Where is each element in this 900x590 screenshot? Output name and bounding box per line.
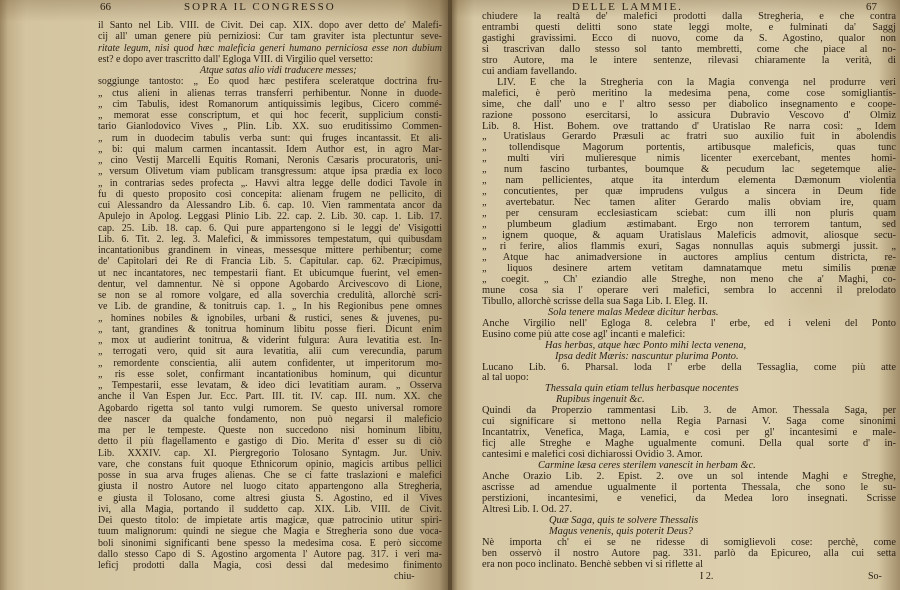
text-line: „ plumbeum gladium æstimabant. Ergo non terrorem tantum, sed: [482, 220, 896, 231]
text-line: malefici, è però meritino la medesima pena, come cose somigliantis-: [482, 88, 896, 99]
text-line: il Santo nel Lib. VIII. de Civit. Dei cap. XIX. dopo aver detto de' Malefi-: [98, 20, 442, 31]
text-line: Lib. 8. Hist. Bohem. ove trattando d' Uratislao Re narra così: „ Idem: [482, 121, 896, 132]
text-line: detto il più flagellamento e gastigo di Dio. Merita d' esser su di ciò: [98, 436, 442, 448]
text-line: ascrisse ad amendue ugualmente il portenta Thessala, che sono le su-: [482, 482, 896, 493]
text-line: perstizioni, incantesimi, e venefici, da Medea loro insegnati. Scrisse: [482, 493, 896, 504]
text-line: „ concutientes, per quæ imprudens vulgus a sincera in Deum fide: [482, 187, 896, 198]
text-line: „ terrogati vero, quid sit aura levatitia, alii cum verecundia, parum: [98, 346, 442, 358]
text-line: „ ri ferire, alios flammis exuri, Sagas nonnullas aquis submergi jussit. „: [482, 242, 896, 253]
text-line: cui Alessandro da Alessandro Lib. 6. cap. 10. Vien rammentata ancor da: [98, 200, 442, 211]
text-line: „ nam pellicientes, atque ita interdum elementa Dæmonum violentia: [482, 176, 896, 187]
text-line: Agobardo rigetta sol tanto vulgi rumorem. Se questo universal romore: [98, 402, 442, 414]
text-line: Dei questo titolo: de impietate artis magicæ, quæ patrocinio utitur spiri-: [98, 515, 442, 526]
text-line: Lib. 6. Tit. 2. leg. 3. Malefici, & immissores tempestatum, qui quibusdam: [98, 233, 442, 245]
text-line: giusta il nostro Autore nel luogo citato appartengono alla Stregheria,: [98, 481, 442, 493]
text-line: sime, che dall' uno e l' altro sesso per diabolico insegnamento e coope-: [482, 99, 896, 110]
text-line: „ ris esse solet, confirmant incantationibus hominum, qui dicuntur: [98, 368, 442, 380]
verse-line: Atque satas alio vidi traducere messes;: [200, 65, 357, 76]
text-line: „ ignem quoque, & aquam Uratislaus Maleficis admovit, aliosque secu-: [482, 231, 896, 242]
text-line: Nè importa ch' ei se ne ridesse di somiglievoli cose: perchè, come: [482, 537, 896, 548]
text-line: „ in contrarias sedes profecta „. Havvi altra legge delle dodici Tavole in: [98, 177, 442, 189]
text-line: Tibullo, allorchè scrisse della sua Saga Lib. I. Eleg. II.: [482, 296, 708, 307]
page-number: 66: [100, 1, 111, 13]
text-line: „ per censuram ecclesiasticam sciebat: cum illi non pluris quam: [482, 209, 896, 220]
right-page: [452, 0, 900, 590]
text-line: „ mox ut audierint tonitrua, & viderint fulgura: Aura levatitia est. In-: [98, 335, 442, 346]
catchword: So-: [868, 571, 882, 582]
text-line: „ Tempestarii, esse levatam, & ideo dici levatitiam auram. „ Osserva: [98, 380, 442, 391]
text-line: ivi, alla Magia, portando il suddetto cap. XIX. Lib. VIII. de Civit.: [98, 503, 442, 515]
page-number: 67: [866, 1, 877, 13]
text-line: stro Autore, ma le intere sentenze, rilevasi chiaramente la verità, di: [482, 55, 896, 66]
running-head: DELLE LAMMIE.: [572, 1, 683, 13]
text-line: „ tant, grandines & tonitrua hominum libitu posse fieri. Dicunt enim: [98, 323, 442, 335]
text-line: Lib. XXXIV. cap. XI. Piergregorio Tolosano Syntagm. Jur. Univ.: [98, 447, 442, 459]
left-page-text: [98, 20, 442, 571]
text-line: cij all' uman genere più perniziosi: Cur tam graviter ista plectuntur seve-: [98, 31, 442, 43]
text-line: ben osservò il nostro Autore pag. 331. parlò da Epicureo, alla cui setta: [482, 548, 896, 559]
text-line: „ liquos desinere artem vetitam damnatamque metu similis pœnæ: [482, 263, 896, 274]
text-line: est? e dopo aver trascritto dall' Egloga VIII. di Virgilio quel versetto:: [98, 53, 374, 65]
text-line: Anche Virgilio nell' Egloga 8. celebra l' erbe, ed i veleni del Ponto: [482, 318, 896, 329]
text-line: cap. 25. Lib. 18. cap. 6. Qui pure appartengono si le leggi de' Visigotti: [98, 222, 442, 234]
signature-mark: I 2.: [700, 571, 714, 582]
text-line: cantesimi e malefici così dichiarossi Ovidio 3. Amor.: [482, 450, 703, 461]
text-line: era non poco inclinato. Benchè sebben vi si riflette al: [482, 559, 704, 570]
text-line: de' Capitolari dei Re di Francia Lib. 5. Capitular. cap. 62. Præcipimus,: [98, 256, 442, 268]
text-line: cui significare si mettono nella Regia Parnasi V. Saga come sinonimi: [482, 417, 896, 428]
text-line: „ num fascino turbantes, boumque & pecudum lac segetemque alie-: [482, 165, 896, 176]
text-line: „ ctus alieni in alienas terras transferri perhibentur. Nonne in duode-: [98, 87, 442, 99]
text-line: tuum malignorum: quindi ne siegue che Magia e Stregheria sono due voca-: [98, 526, 442, 538]
text-line: „ rum in duodecim tabulis verba sunt: qui fruges incantassit. Et ali-: [98, 132, 442, 144]
verse-line: Carmine læsa ceres sterilem vanescit in herbam &c.: [538, 461, 756, 472]
text-line: fu di questo proposito così concepita: alienam frugem ne pellicito, di: [98, 188, 442, 200]
verse-line: Sola tenere malas Medeæ dicitur herbas.: [548, 307, 719, 318]
text-line: „ tollendisque Magorum portentis, artibusque maleficis, quas tunc: [482, 143, 896, 154]
text-line: dee nascer da qualche fondamento, non può negarsi il maleficio: [98, 413, 442, 425]
text-line: al tal uopo:: [482, 373, 529, 384]
text-line: incantationibus grandinem in vineas, messesque mittere perhibentur; come: [98, 245, 442, 256]
text-line: soggiunge tantosto: „ Eo quod hæc pestifera sceleratque doctrina fru-: [98, 76, 442, 88]
text-line: „ bi: qui malum carmen incantassit. Idem Author est, in agro Mar-: [98, 143, 442, 155]
text-line: Eusino come più atte cose agl' incanti e malefici:: [482, 329, 686, 340]
text-line: „ Atque hac animadversione in auctores amplius centum districta, re-: [482, 252, 896, 263]
text-line: ut nec incantatores, nec tempestarii fiant. Et ubicumque fuerint, vel emen-: [98, 267, 442, 279]
paragraph-start-line: LIV. E che la Stregheria con la Magia convenga nel produrre veri: [497, 77, 896, 88]
text-line: entrambi questi delitti sono state leggi molte, e fulminati da' Saggj: [482, 22, 896, 33]
text-line: posse in sua arva fruges alienas. Che se ci fatte traslazioni e malefici: [98, 470, 442, 481]
verse-line: Magus venenis, quis poterit Deus?: [549, 526, 694, 537]
text-line: ficj alle Streghe e Maghe ugualmente comuni. Della qual sorte d' in-: [482, 439, 896, 450]
text-line: „ Uratislaus Gerardo Præsuli ac fratri suo auxilio fuit in abolendis: [482, 132, 896, 143]
text-line: gastighi gravissimi. Ecco di nuovo, come da S. Agostino, qualor non: [482, 33, 896, 44]
verse-line: Quæ Saga, quis te solvere Thessalis: [549, 515, 699, 526]
text-line: „ cino Vestij Marcelli Equitis Romani, Neronis Cæsaris procuratoris, uni-: [98, 155, 442, 166]
verse-line: Thessala quin etiam tellus herbasque nocentes: [545, 384, 739, 395]
text-line: ve Lib. de grandine, & tonitruis cap. 1. „ In his Regionibus pene omnes: [98, 301, 442, 313]
text-line: Anche Orazio Lib. 2. Epist. 2. ove un sol intende Maghi e Streghe,: [482, 472, 896, 483]
left-page: [0, 0, 448, 590]
text-line: „ memorat esse conscriptum, et qui hoc fecerit, supplicium consti-: [98, 110, 442, 121]
text-line: „ coegit. „ Ch' eziandio alle Streghe, non meno che a' Maghi, co-: [482, 274, 896, 285]
text-line: si trascrivan dallo stesso sol tanto membretti, come che piace al no-: [482, 44, 896, 55]
text-line: „ remordente conscientia, alii autem confidenter, ut imperitorum mo-: [98, 357, 442, 369]
text-line: ritate legum, nisi quod hæc maleficia generi humano perniciosa esse non dubium: [98, 42, 442, 54]
catchword: chiu-: [394, 571, 415, 582]
text-line: leficj prodotti dalla Magia, così dessi dal medesimo finimento: [98, 560, 442, 571]
text-line: razione possono esercitarsi, lo assicura Dubravio Vescovo d' Olmiz: [482, 110, 896, 121]
running-head: SOPRA IL CONGRESSO: [184, 1, 336, 13]
right-page-text: [482, 12, 896, 571]
verse-line: Rupibus ingenuit &c.: [556, 395, 645, 406]
text-line: dallo stesso Capo di S. Agostino argomenta l' Autore pag. 317. i veri ma-: [98, 548, 442, 560]
text-line: Quindi da Properzio rammentasi Lib. 3. de Amor. Thessala Saga, per: [482, 406, 896, 417]
text-line: „ avertebatur. Nec tamen aliter Gerardo malis obviam ire, quam: [482, 198, 896, 209]
text-line: Incantatrix, Venefica, Maga, Lamia, e così per gl' incantesimi e male-: [482, 428, 896, 439]
text-line: Altresì Lib. I. Od. 27.: [482, 504, 573, 515]
text-line: „ versum Olivetum viam publicam transgressum: atque ipsa prædia ex loco: [98, 166, 442, 178]
text-line: vare, che constans fuit quoque Ethnicorum opinio, magicis artibus pellici: [98, 458, 442, 470]
text-line: „ homines nobiles & ignobiles, urbani & rustici, senes & juvenes, pu-: [98, 312, 442, 324]
text-line: „ multi viri mulieresque nimis licenter exercebant, mentes homi-: [482, 154, 896, 165]
text-line: „ cim Tabulis, idest Romanorum antiquissimis legibus, Cicero commé-: [98, 98, 442, 110]
text-line: anche il Van Espen Jur. Ecc. Part. III. tit. IV. cap. III. num. XX. che: [98, 391, 442, 403]
verse-line: Has herbas, atque hæc Ponto mihi lecta venena,: [545, 340, 747, 351]
text-line: mune cosa sia l' operare veri malefici, sembra lo accenni il prelodato: [482, 285, 896, 296]
text-line: Apulejo in Apolog. Leggasi Plinio Lib. 22. cap. 2. Lib. 30. cap. 1. Lib. 17.: [98, 211, 442, 223]
text-line: ma per le tempeste. Queste non succedono nisi hominum libitu,: [98, 425, 442, 436]
text-line: e giusta il Tolosano, come altresì giusta S. Agostino, ed il Vives: [98, 492, 442, 504]
text-line: boli sinonimi significanti bene spesso la medesima cosa. E però siccome: [98, 537, 442, 549]
text-line: se non se al romore volgare, ed alla soverchia credulità, allorchè scri-: [98, 290, 442, 301]
text-line: cui andiam favellando.: [482, 66, 577, 77]
text-line: dentur, vel damnentur. Nè si oppone Agobardo Arcivescovo di Lione,: [98, 278, 442, 290]
text-line: tario Gianlodovico Vives „ Plin. Lib. XX. suo eruditissimo Commen-: [98, 121, 442, 133]
text-line: Lucano Lib. 6. Pharsal. loda l' erbe della Tessaglia, come più atte: [482, 362, 896, 373]
verse-line: Ipsa dedit Mæris: nascuntur plurima Ponto.: [555, 351, 739, 362]
text-line: chiudere la realtà de' malefici prodotti dalla Stregheria, e che contra: [482, 12, 896, 22]
